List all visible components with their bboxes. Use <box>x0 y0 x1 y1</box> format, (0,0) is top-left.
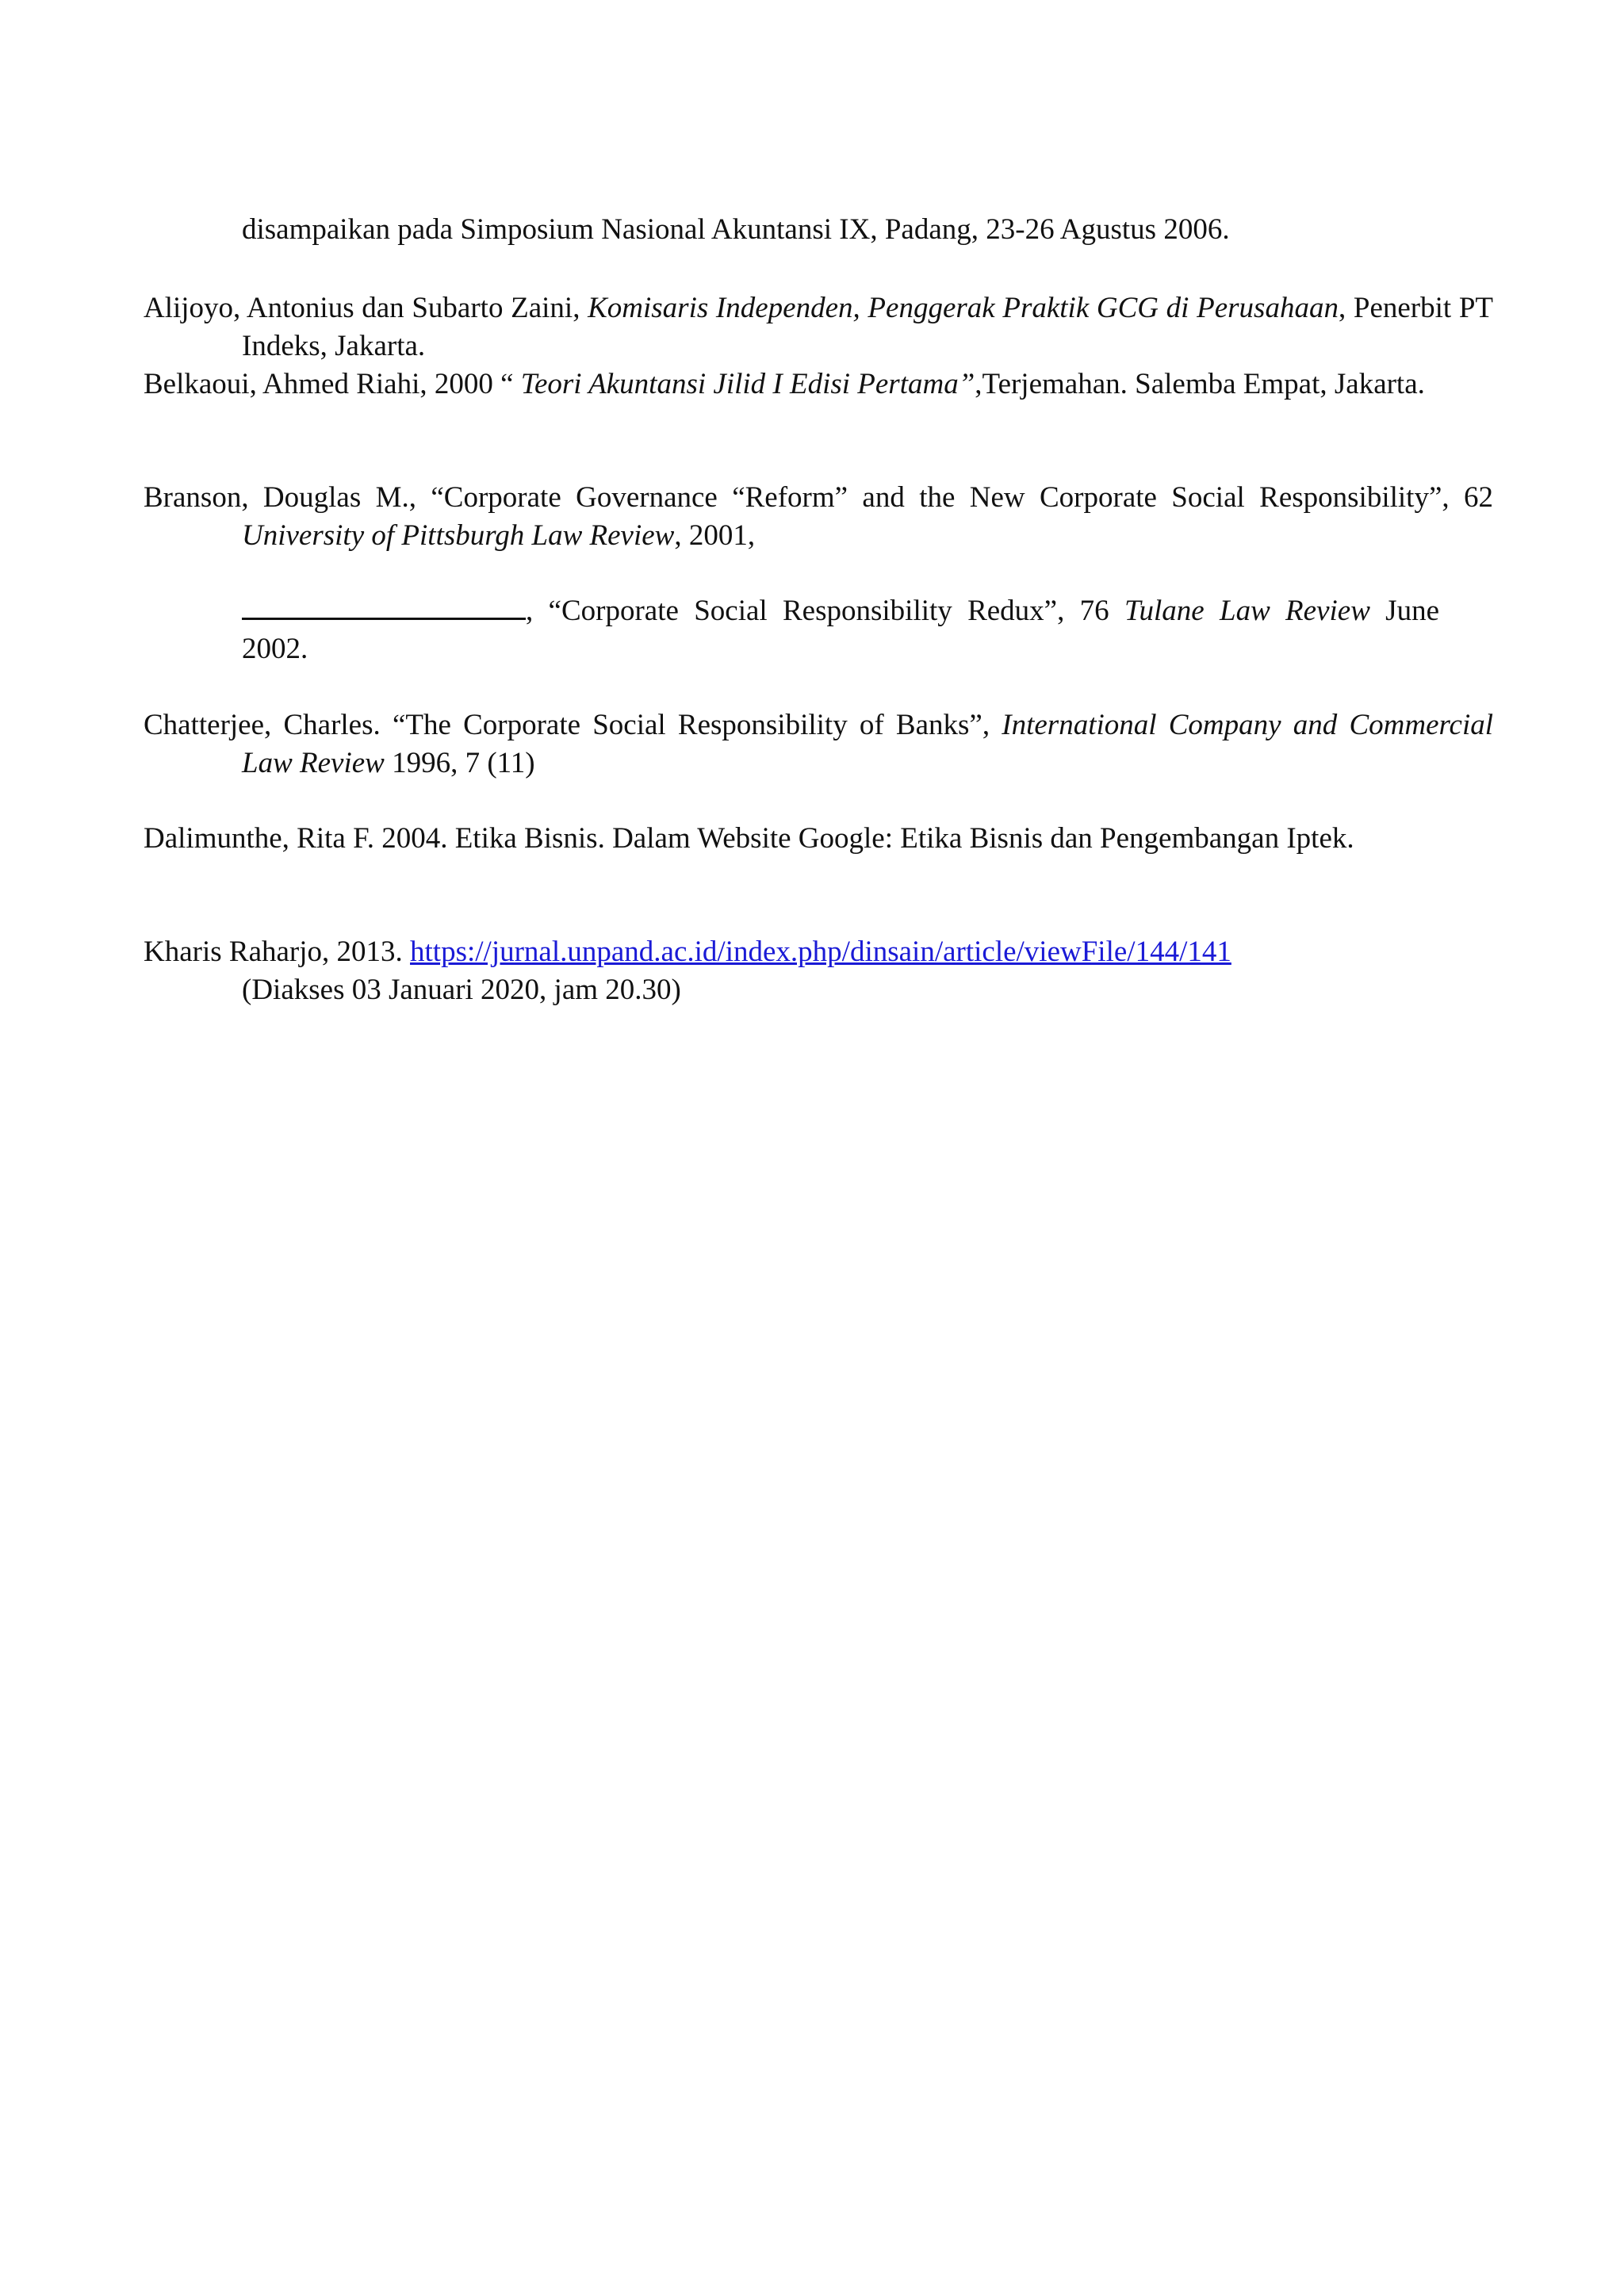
reference-author: Alijoyo, Antonius dan Subarto Zaini, <box>144 292 588 324</box>
reference-publisher: , Penerbit PT Indeks, Jakarta. <box>242 292 1494 362</box>
reference-chatterjee <box>144 706 1493 783</box>
reference-author: Chatterjee, Charles. “The Corporate Social Responsibility of Banks”, <box>144 709 1002 741</box>
reference-branson <box>144 479 1493 555</box>
reference-branson-redux <box>144 592 1439 668</box>
reference-publisher: , 2001, <box>674 519 756 552</box>
reference-author: Belkaoui, Ahmed Riahi, 2000 “ <box>144 368 521 400</box>
reference-access-note: (Diakses 03 Januari 2020, jam 20.30) <box>242 974 681 1006</box>
reference-text: disampaikan pada Simposium Nasional Akuntansi IX, Padang, 23-26 Agustus 2006. <box>242 213 1230 246</box>
reference-dalimunthe <box>144 820 1493 858</box>
reference-belkaoui <box>144 365 1493 404</box>
reference-text: , “Corporate Social Responsibility Redux”, 76 <box>526 595 1124 627</box>
reference-title: International Company and Commercial Law Review <box>242 709 1493 779</box>
reference-title: University of Pittsburgh Law Review <box>242 519 675 552</box>
reference-author: Kharis Raharjo, 2013. <box>144 936 411 968</box>
reference-date: June 2002. <box>242 595 1439 665</box>
reference-title: Tulane Law Review <box>1124 595 1370 627</box>
reference-publisher: ,Terjemahan. Salemba Empat, Jakarta. <box>975 368 1425 400</box>
reference-date: 1996, 7 (11) <box>384 747 535 779</box>
reference-text: Dalimunthe, Rita F. 2004. Etika Bisnis. Dalam Website Google: Etika Bisnis dan Pengembangan Iptek. <box>144 822 1354 855</box>
reference-title: Komisaris Independen, Penggerak Praktik GCG di Perusahaan <box>588 292 1339 324</box>
reference-alijoyo <box>144 289 1493 365</box>
reference-link[interactable]: https://jurnal.unpand.ac.id/index.php/dinsain/article/viewFile/144/141 <box>410 936 1231 968</box>
reference-raharjo <box>144 933 1395 1009</box>
author-repeat-line <box>242 594 526 620</box>
reference-continuation <box>144 211 1493 249</box>
reference-title: Teori Akuntansi Jilid I Edisi Pertama” <box>520 368 975 400</box>
reference-author: Branson, Douglas M., “Corporate Governance “Reform” and the New Corporate Social Responsibility”, 62 <box>144 481 1493 514</box>
